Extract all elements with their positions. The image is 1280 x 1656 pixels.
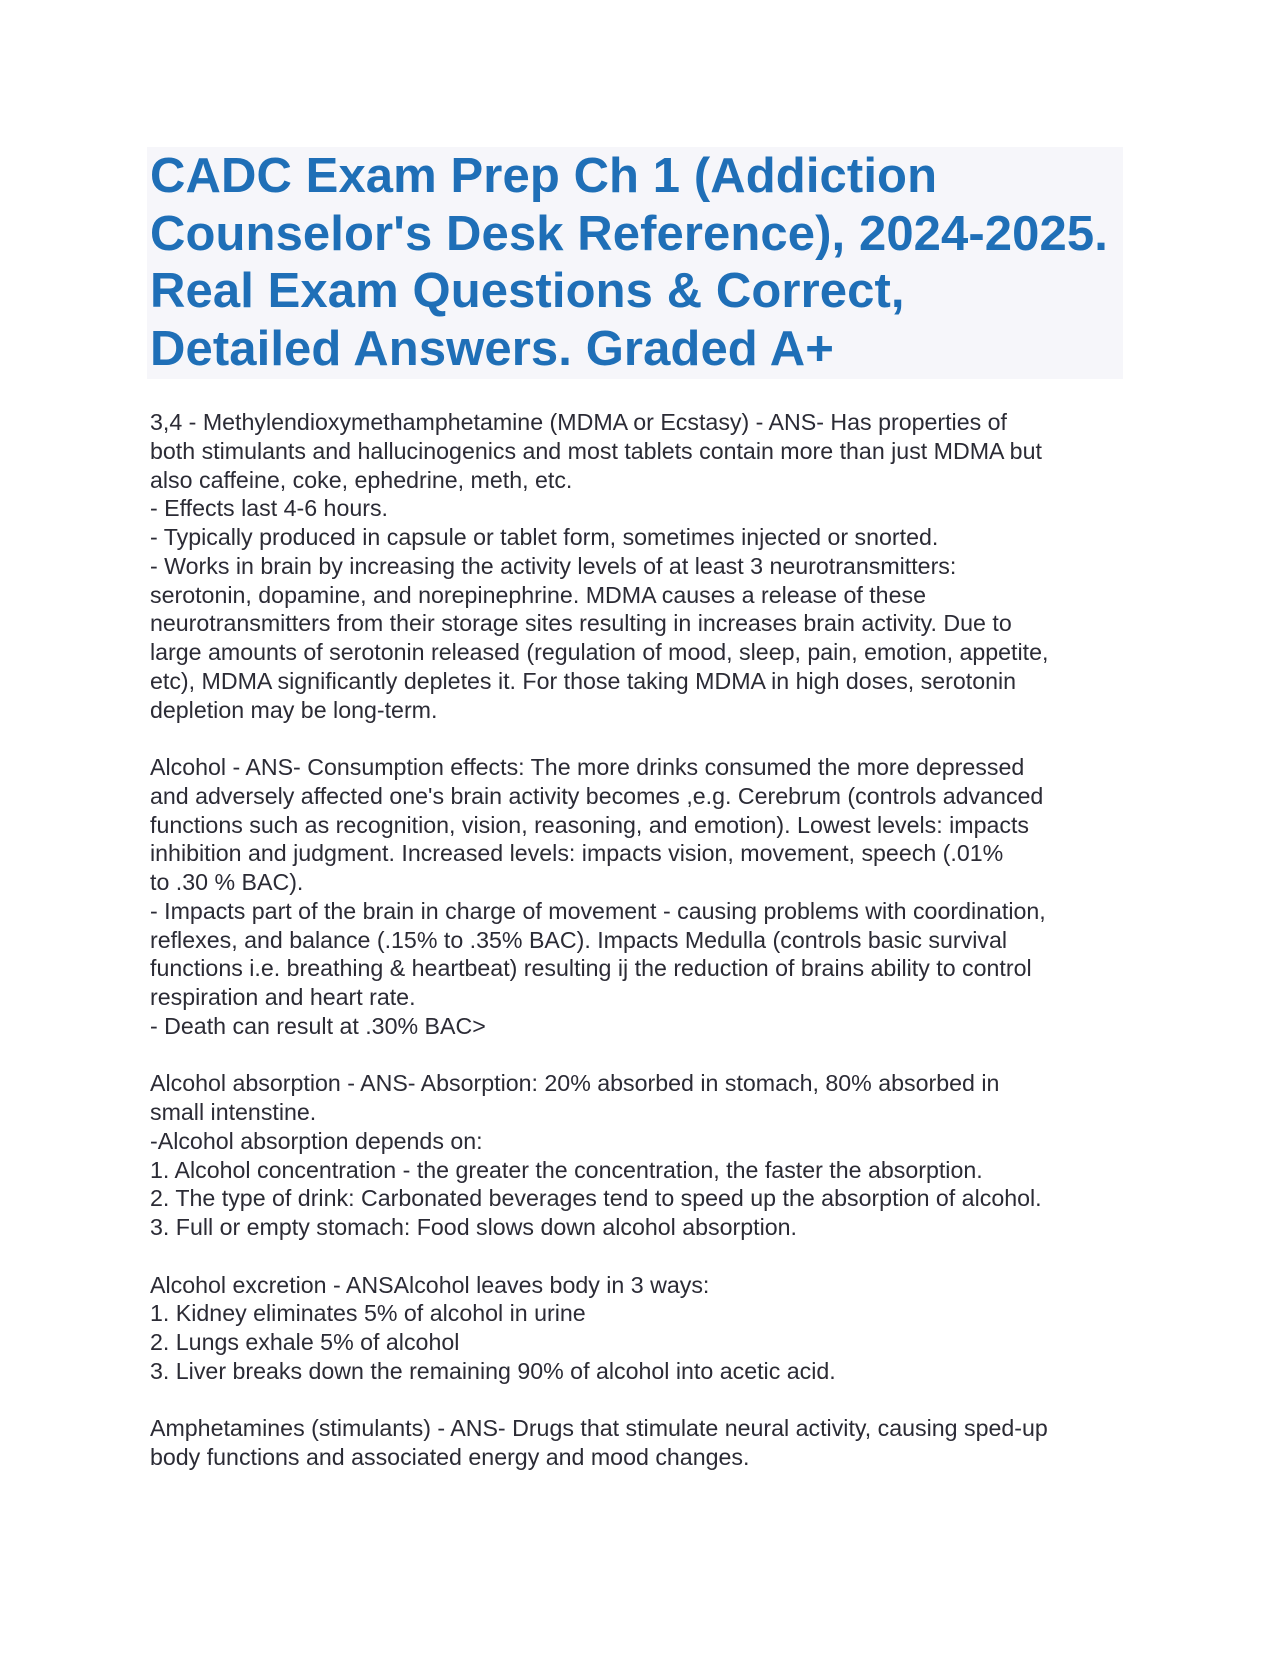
entry-line: 3. Full or empty stomach: Food slows down alcohol absorption. bbox=[150, 1214, 797, 1240]
entry-line: 3. Liver breaks down the remaining 90% of alcohol into acetic acid. bbox=[150, 1357, 836, 1384]
entry-line: inhibition and judgment. Increased levels: impacts vision, movement, speech (.01% bbox=[150, 840, 1004, 867]
qa-entry-amphetamines bbox=[150, 1414, 1150, 1472]
entry-line: functions such as recognition, vision, reasoning, and emotion). Lowest levels: impacts bbox=[150, 811, 1030, 838]
entry-line: 2. Lungs exhale 5% of alcohol bbox=[150, 1329, 460, 1355]
entry-line: Alcohol - ANS- Consumption effects: The more drinks consumed the more depressed bbox=[150, 754, 1025, 780]
qa-entry-mdma bbox=[150, 408, 1150, 724]
entry-line: functions i.e. breathing & heartbeat) resulting ij the reduction of brains ability to control bbox=[150, 955, 1032, 982]
entry-line: Alcohol absorption - ANS- Absorption: 20% absorbed in stomach, 80% absorbed in bbox=[150, 1070, 1000, 1097]
entry-line: respiration and heart rate. bbox=[150, 984, 416, 1010]
paragraph-gap bbox=[150, 724, 1150, 753]
title-line: Real Exam Questions & Correct, bbox=[150, 264, 905, 318]
qa-entry-alcohol-excretion bbox=[150, 1271, 1150, 1386]
qa-entry-alcohol bbox=[150, 753, 1150, 1041]
entry-line: 2. The type of drink: Carbonated beverages tend to speed up the absorption of alcohol. bbox=[150, 1185, 1042, 1212]
title-line: Detailed Answers. Graded A+ bbox=[150, 321, 834, 376]
entry-line: small intenstine. bbox=[150, 1099, 317, 1125]
document-body bbox=[150, 408, 1150, 1472]
entry-line: Alcohol excretion - ANSAlcohol leaves body in 3 ways: bbox=[150, 1271, 710, 1298]
entry-line: body functions and associated energy and mood changes. bbox=[150, 1444, 750, 1470]
entry-line: etc), MDMA significantly depletes it. For those taking MDMA in high doses, serotonin bbox=[150, 667, 1017, 694]
entry-line: - Typically produced in capsule or tablet form, sometimes injected or snorted. bbox=[150, 524, 939, 550]
entry-line: also caffeine, coke, ephedrine, meth, etc. bbox=[150, 466, 573, 493]
entry-line: neurotransmitters from their storage sites resulting in increases brain activity. Due to bbox=[150, 610, 1012, 637]
entry-line: large amounts of serotonin released (regulation of mood, sleep, pain, emotion, appetite, bbox=[150, 639, 1049, 665]
paragraph-gap bbox=[150, 1386, 1150, 1415]
document-title bbox=[150, 148, 1140, 378]
entry-line: and adversely affected one's brain activity becomes ,e.g. Cerebrum (controls advanced bbox=[150, 782, 1044, 809]
entry-line: 1. Kidney eliminates 5% of alcohol in urine bbox=[150, 1300, 586, 1327]
entry-line: - Impacts part of the brain in charge of movement - causing problems with coordination, bbox=[150, 897, 1046, 924]
entry-line: - Death can result at .30% BAC> bbox=[150, 1012, 486, 1039]
paragraph-gap bbox=[150, 1242, 1150, 1271]
title-line: Counselor's Desk Reference), 2024-2025. bbox=[150, 206, 1108, 261]
entry-line: 3,4 - Methylendioxymethamphetamine (MDMA or Ecstasy) - ANS- Has properties of bbox=[150, 409, 1007, 435]
entry-line: reflexes, and balance (.15% to .35% BAC). Impacts Medulla (controls basic survival bbox=[150, 926, 1008, 953]
entry-line: 1. Alcohol concentration - the greater the concentration, the faster the absorption. bbox=[150, 1156, 983, 1183]
entry-line: serotonin, dopamine, and norepinephrine. MDMA causes a release of these bbox=[150, 581, 926, 608]
entry-line: - Works in brain by increasing the activity levels of at least 3 neurotransmitters: bbox=[150, 552, 957, 579]
entry-line: -Alcohol absorption depends on: bbox=[150, 1127, 483, 1154]
paragraph-gap bbox=[150, 1041, 1150, 1070]
title-line: CADC Exam Prep Ch 1 (Addiction bbox=[150, 149, 938, 203]
entry-line: depletion may be long-term. bbox=[150, 696, 438, 723]
entry-line: to .30 % BAC). bbox=[150, 869, 304, 895]
entry-line: both stimulants and hallucinogenics and most tablets contain more than just MDMA but bbox=[150, 437, 1042, 464]
entry-line: Amphetamines (stimulants) - ANS- Drugs that stimulate neural activity, causing sped-up bbox=[150, 1415, 1048, 1442]
qa-entry-alcohol-absorption bbox=[150, 1069, 1150, 1242]
entry-line: - Effects last 4-6 hours. bbox=[150, 495, 388, 522]
